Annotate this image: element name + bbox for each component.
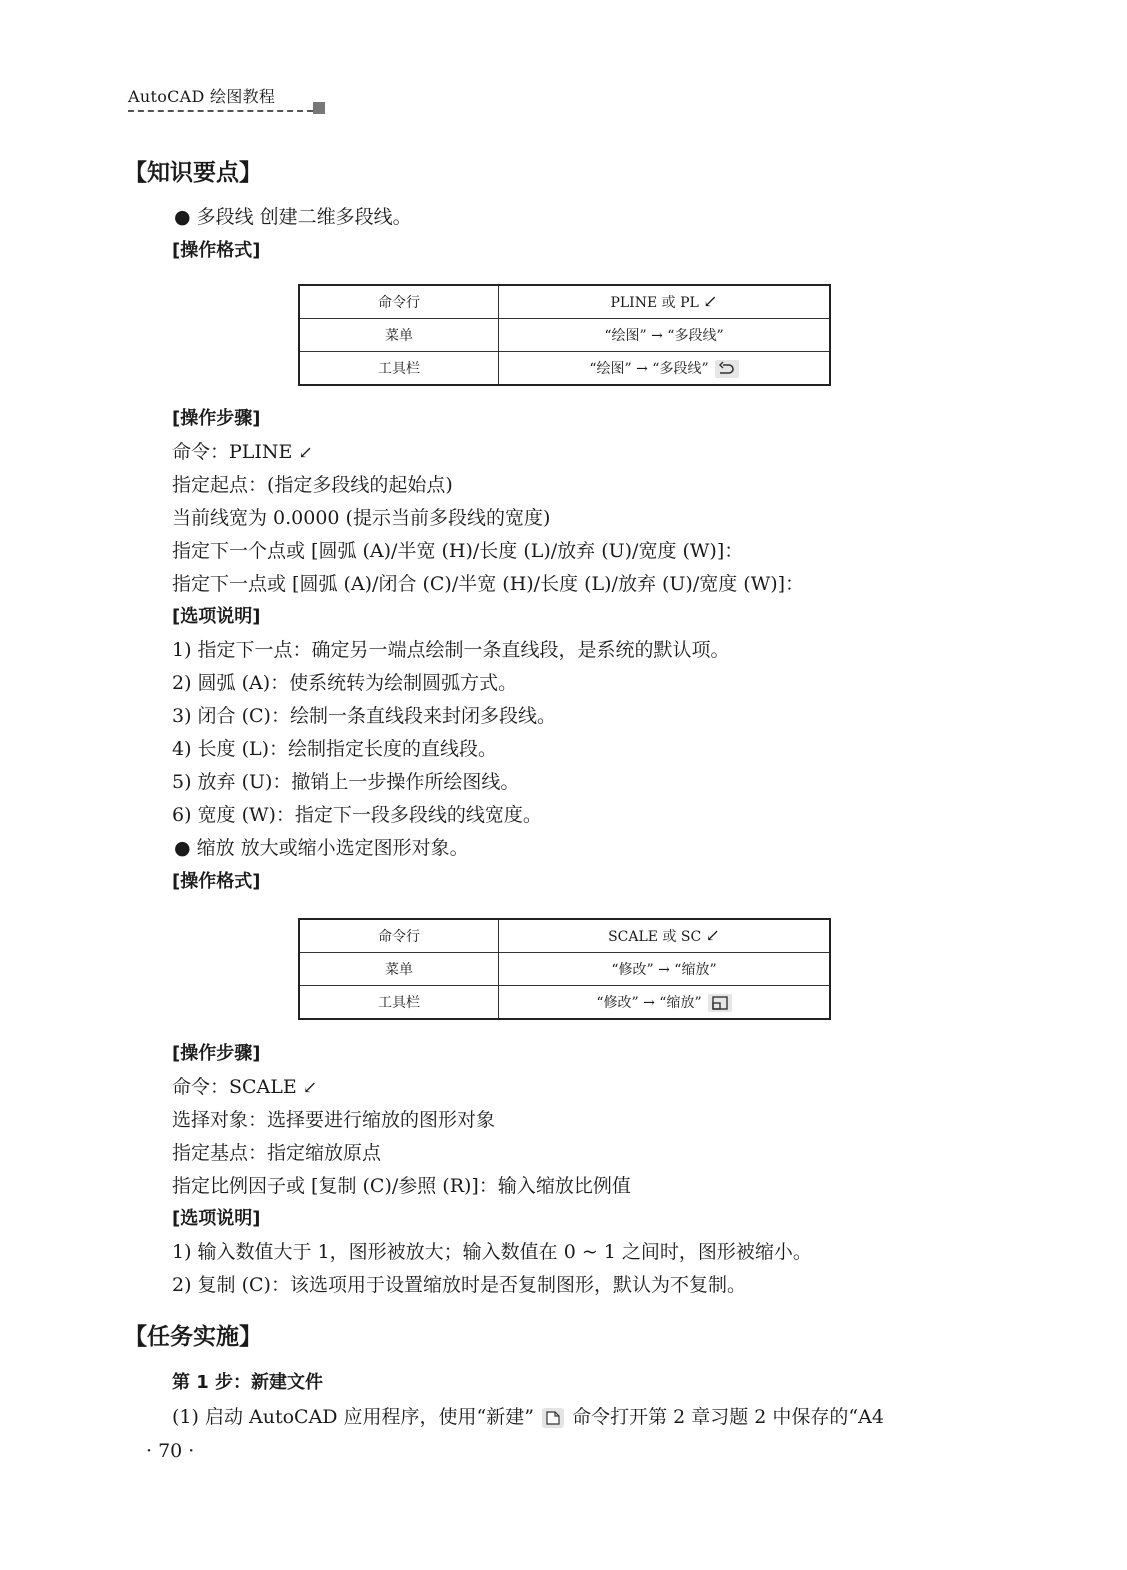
toolbar-path-text: “修改” → “缩放” xyxy=(596,995,702,1011)
pline-option-item: 2) 圆弧 (A)：使系统转为绘制圆弧方式。 xyxy=(172,672,518,694)
scale-option-item: 2) 复制 (C)：该选项用于设置缩放时是否复制图形，默认为不复制。 xyxy=(172,1274,746,1296)
pline-option-item: 6) 宽度 (W)：指定下一段多段线的线宽度。 xyxy=(172,804,542,826)
table-cell-value xyxy=(499,285,831,319)
table-cell-label: 命令行 xyxy=(299,285,499,319)
polyline-icon xyxy=(715,360,739,378)
pline-format-table xyxy=(298,284,831,386)
new-file-icon xyxy=(542,1408,564,1428)
table-row xyxy=(299,352,830,386)
pline-option-item: 5) 放弃 (U)：撤销上一步操作所绘图线。 xyxy=(172,771,520,793)
toolbar-path-text: “绘图” → “多段线” xyxy=(589,361,709,377)
scale-options-label: [选项说明] xyxy=(172,1208,261,1229)
table-cell-label: 命令行 xyxy=(299,919,499,953)
pline-option-item: 1) 指定下一点：确定另一端点绘制一条直线段，是系统的默认项。 xyxy=(172,639,730,661)
page-number: · 70 · xyxy=(146,1440,195,1462)
scale-step-line: 指定基点：指定缩放原点 xyxy=(172,1142,382,1164)
scale-step-line: 选择对象：选择要进行缩放的图形对象 xyxy=(172,1109,496,1131)
task-text-before: (1) 启动 AutoCAD 应用程序，使用“新建” xyxy=(172,1406,534,1428)
enter-key-icon: ↙ xyxy=(302,1078,318,1098)
scale-icon xyxy=(708,994,732,1012)
pline-options-label: [选项说明] xyxy=(172,606,261,627)
table-cell-value: “绘图” → “多段线” xyxy=(499,319,831,352)
step-text: 命令：PLINE xyxy=(172,441,293,463)
task-text-after: 命令打开第 2 章习题 2 中保存的“A4 xyxy=(572,1406,884,1428)
scale-step-line: 指定比例因子或 [复制 (C)/参照 (R)]：输入缩放比例值 xyxy=(172,1175,631,1197)
header-square-mark xyxy=(313,102,325,114)
command-text: PLINE 或 PL xyxy=(610,295,699,311)
task-step-title: 第 1 步：新建文件 xyxy=(172,1372,324,1393)
header-dashed-rule xyxy=(128,110,313,112)
table-cell-value xyxy=(499,352,831,386)
pline-step-line: 当前线宽为 0.0000 (提示当前多段线的宽度) xyxy=(172,507,551,529)
pline-option-item: 3) 闭合 (C)：绘制一条直线段来封闭多段线。 xyxy=(172,705,556,727)
enter-key-icon: ↙ xyxy=(298,443,313,463)
command-text: SCALE 或 SC xyxy=(608,929,702,945)
table-row xyxy=(299,319,830,352)
pline-steps-label: [操作步骤] xyxy=(172,408,261,429)
table-row xyxy=(299,919,830,953)
table-cell-label: 工具栏 xyxy=(299,986,499,1020)
enter-key-icon: ↙ xyxy=(703,292,718,312)
scale-step-line xyxy=(172,1074,317,1101)
table-cell-value: “修改” → “缩放” xyxy=(499,953,831,986)
enter-key-icon: ↙ xyxy=(705,926,720,946)
pline-format-label: [操作格式] xyxy=(172,240,261,261)
table-cell-label: 工具栏 xyxy=(299,352,499,386)
scale-steps-label: [操作步骤] xyxy=(172,1043,261,1064)
scale-format-table xyxy=(298,918,831,1020)
table-row xyxy=(299,285,830,319)
table-cell-value xyxy=(499,919,831,953)
table-cell-value xyxy=(499,986,831,1020)
table-cell-label: 菜单 xyxy=(299,953,499,986)
section-title-task: 【任务实施】 xyxy=(124,1324,262,1350)
pline-bullet-title: ● 多段线 创建二维多段线。 xyxy=(174,206,412,228)
pline-step-line: 指定起点：(指定多段线的起始点) xyxy=(172,474,453,496)
pline-step-line xyxy=(172,439,313,466)
scale-bullet-title: ● 缩放 放大或缩小选定图形对象。 xyxy=(174,837,469,859)
table-row xyxy=(299,986,830,1020)
running-header: AutoCAD 绘图教程 xyxy=(128,87,276,106)
scale-option-item: 1) 输入数值大于 1，图形被放大；输入数值在 0 ~ 1 之间时，图形被缩小。 xyxy=(172,1241,812,1263)
task-paragraph xyxy=(172,1404,884,1430)
pline-step-line: 指定下一个点或 [圆弧 (A)/半宽 (H)/长度 (L)/放弃 (U)/宽度 (W)]： xyxy=(172,540,744,562)
pline-step-line: 指定下一点或 [圆弧 (A)/闭合 (C)/半宽 (H)/长度 (L)/放弃 (U)/宽度 (W)]： xyxy=(172,573,805,595)
pline-option-item: 4) 长度 (L)：绘制指定长度的直线段。 xyxy=(172,738,498,760)
scale-format-label: [操作格式] xyxy=(172,871,261,892)
table-cell-label: 菜单 xyxy=(299,319,499,352)
table-row xyxy=(299,953,830,986)
step-text: 命令：SCALE xyxy=(172,1076,297,1098)
section-title-knowledge: 【知识要点】 xyxy=(124,160,262,186)
